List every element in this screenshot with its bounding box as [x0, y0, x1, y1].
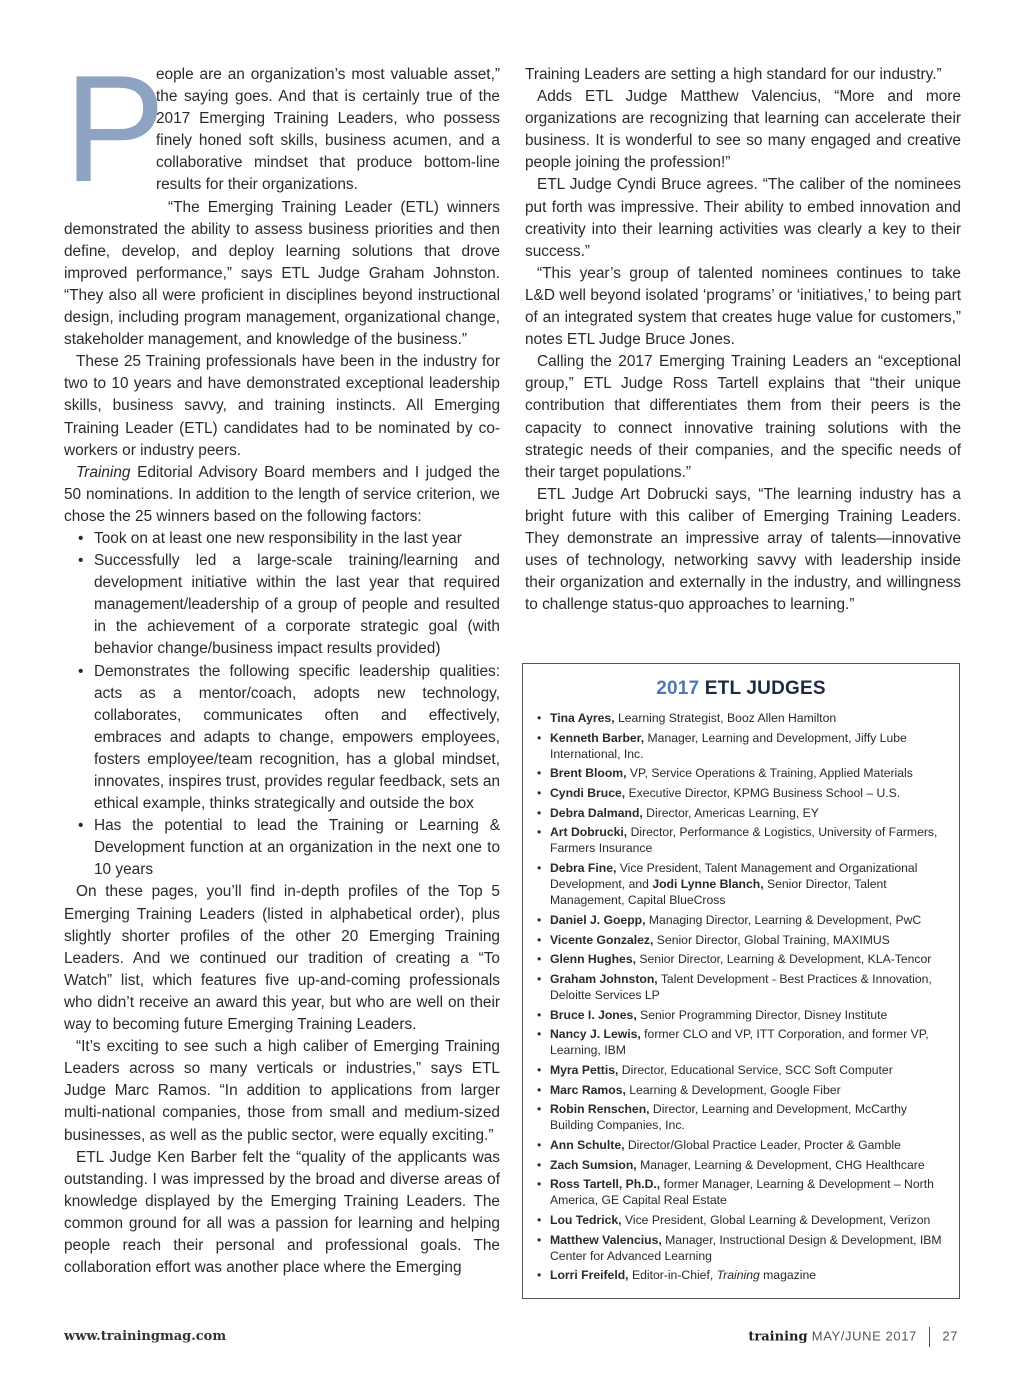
judge-role: Director, Performance & Logistics, University of Farmers, Farmers Insurance [550, 825, 938, 856]
footer-url[interactable]: www.trainingmag.com [64, 1329, 227, 1344]
judge-item [537, 1026, 949, 1058]
judge-name: Debra Dalmand, [550, 805, 643, 820]
judge-name: Marc Ramos, [550, 1082, 626, 1097]
judge-name: Brent Bloom, [550, 766, 627, 781]
judge-item [537, 1157, 949, 1173]
judge-name: Bruce I. Jones, [550, 1007, 637, 1022]
judges-sidebar [522, 663, 960, 1299]
judge-role: Director/Global Practice Leader, Procter & Gamble [624, 1138, 901, 1152]
judge-item [537, 971, 949, 1003]
criteria-item: • Took on at least one new responsibility in the last year [64, 528, 500, 550]
footer-magazine: training [748, 1329, 808, 1345]
judge-role: Senior Director, Global Training, MAXIMUS [653, 932, 890, 947]
judge-item [537, 1062, 949, 1078]
judge-name: Cyndi Bruce, [550, 786, 626, 801]
judges-title [523, 678, 959, 700]
judge-role: Vice President, Global Learning & Development, Verizon [621, 1213, 931, 1228]
paragraph-1: “The Emerging Training Leader (ETL) winners demonstrated the ability to assess business priorities and then define, develop, and deploy learning solutions that drove improved performance,” says ETL Judge Graham Johnston. “They also all were proficient in disciplines beyond instructional design, including program management, organizational change, stakeholder management, and knowledge of the business.” [64, 198, 500, 349]
judge-role: Senior Director, Talent Management, Capital BlueCross [550, 877, 887, 908]
judge-item [537, 1176, 949, 1208]
judge-item [537, 785, 949, 801]
judge-name: Myra Pettis, [550, 1062, 619, 1077]
judge-role: VP, Service Operations & Training, Applied Materials [626, 766, 913, 781]
judge-role: Executive Director, KPMG Business School – U.S. [625, 786, 901, 801]
judge-item [537, 1101, 949, 1133]
judges-title-label: ETL JUDGES [704, 678, 826, 699]
judge-role: Senior Programming Director, Disney Institute [636, 1007, 888, 1022]
judge-role: Editor-in-Chief, [628, 1268, 717, 1283]
paragraph-9: “This year’s group of talented nominees continues to take L&D well beyond isolated ‘programs’ or ‘initiatives,’ to being part of an integrated system that creates huge value for customers,” notes ETL Judge Bruce Jones. [525, 264, 961, 349]
paragraph-8: ETL Judge Cyndi Bruce agrees. “The caliber of the nominees put forth was impressive. Their ability to embed innovation and creativity into their learning activities was clearly a key to their success.” [525, 176, 961, 260]
footer-folio [748, 1327, 958, 1347]
judge-name: Robin Renschen, [550, 1102, 650, 1117]
judge-name: Kenneth Barber, [550, 730, 645, 745]
judge-item [537, 1082, 949, 1098]
criteria-item: • Demonstrates the following specific leadership qualities: acts as a mentor/coach, adopts new technology, collaborates, communicates often and effectively, embraces and adapts to change, empowers employees, fosters employee/team recognition, has a global mindset, innovates, inspires trust, provides regular feedback, sets an ethical example, thinks strategically and outside the box [64, 661, 500, 816]
right-column [525, 64, 961, 616]
judge-item [537, 710, 949, 726]
criteria-item: • Has the potential to lead the Training or Learning & Development function at an organization in the next one to 10 years [64, 815, 500, 881]
judge-role: Senior Director, Learning & Development, KLA-Tencor [636, 952, 932, 967]
judge-item [537, 951, 949, 967]
judges-title-year: 2017 [656, 678, 700, 699]
paragraph-6-continued: Training Leaders are setting a high standard for our industry.” [525, 66, 942, 83]
magazine-name: Training [76, 463, 131, 481]
judge-item [537, 824, 949, 856]
paragraph-3 [64, 462, 500, 528]
judge-name: Debra Fine, [550, 861, 617, 876]
judge-role: Manager, Instructional Design & Development, IBM Center for Advanced Learning [550, 1232, 942, 1263]
judge-role: Learning Strategist, Booz Allen Hamilton [614, 711, 837, 725]
judge-item [537, 1232, 949, 1264]
drop-cap: P [64, 44, 166, 214]
paragraph-5: “It’s exciting to see such a high caliber of Emerging Training Leaders across so many verticals or industries,” says ETL Judge Marc Ramos. “In addition to applications from larger multi-national companies, those from small and medium-sized businesses, as well as the public sector, were equally exciting.” [64, 1038, 500, 1144]
judge-role: Director, Educational Service, SCC Soft Computer [618, 1062, 893, 1077]
left-column [64, 44, 500, 1279]
judge-role: magazine [759, 1268, 816, 1283]
judge-item [537, 1212, 949, 1228]
judge-name: Zach Sumsion, [550, 1157, 637, 1172]
paragraph-10: Calling the 2017 Emerging Training Leaders an “exceptional group,” ETL Judge Ross Tartell explains that “their unique contribution that differentiates them from their peers is the capacity to connect innovative training solutions with the strategic needs of their companies, and the specific needs of their target populations.” [525, 353, 961, 481]
judge-item [537, 912, 949, 928]
intro-paragraph [64, 44, 500, 214]
judge-item [537, 1267, 949, 1283]
judge-role: Director, Americas Learning, EY [642, 805, 819, 820]
paragraph-6: ETL Judge Ken Barber felt the “quality of the applicants was outstanding. I was impressed by the broad and diverse areas of knowledge displayed by the Emerging Training Leaders. The common ground for all was a passion for learning and helping people reach their personal and professional goals. The collaboration effort was another place where the Emerging [64, 1148, 500, 1277]
paragraph-7: Adds ETL Judge Matthew Valencius, “More and more organizations are recognizing that learning can accelerate their business. It is wonderful to see so many engaged and creative people joining the profession!” [525, 88, 961, 172]
judge-role: Manager, Learning & Development, CHG Healthcare [636, 1157, 925, 1172]
judge-name: Ross Tartell, Ph.D., [550, 1177, 661, 1192]
judge-item [537, 1137, 949, 1153]
judge-item [537, 805, 949, 821]
judge-name: Lou Tedrick, [550, 1213, 622, 1228]
judge-name: Ann Schulte, [550, 1138, 625, 1152]
judge-role: Talent Development - Best Practices & Innovation, Deloitte Services LP [550, 971, 932, 1002]
page-number: 27 [942, 1328, 958, 1344]
judge-role: former Manager, Learning & Development – North America, GE Capital Real Estate [550, 1177, 934, 1208]
judge-role: former CLO and VP, ITT Corporation, and former VP, Learning, IBM [550, 1027, 929, 1058]
paragraph-2: These 25 Training professionals have been in the industry for two to 10 years and have demonstrated exceptional leadership skills, business savvy, and training instincts. All Emerging Training Leader (ETL) candidates had to be nominated by co-workers or industry peers. [64, 353, 500, 459]
footer-divider [929, 1327, 930, 1347]
judge-role: Managing Director, Learning & Development, PwC [645, 912, 922, 927]
judge-name: Graham Johnston, [550, 971, 658, 986]
criteria-list [64, 528, 500, 882]
paragraph-11: ETL Judge Art Dobrucki says, “The learning industry has a bright future with this caliber of Emerging Training Leaders. They demonstrate an impressive array of talents—innovative uses of technology, networking savvy with leadership inside their organization and externally in the industry, and willingness to challenge status-quo approaches to learning.” [525, 485, 961, 614]
judge-item [537, 1007, 949, 1023]
judge-item [537, 765, 949, 781]
judge-name: Art Dobrucki, [550, 825, 628, 840]
judge-item [537, 730, 949, 762]
judge-name: Glenn Hughes, [550, 952, 636, 967]
judge-name: Vicente Gonzalez, [550, 932, 654, 947]
judge-name: Tina Ayres, [550, 711, 615, 725]
judges-list [523, 710, 959, 1283]
judge-role: Learning & Development, Google Fiber [625, 1082, 841, 1097]
paragraph-4: On these pages, you’ll find in-depth profiles of the Top 5 Emerging Training Leaders (listed in alphabetical order), plus slightly shorter profiles of the other 20 Emerging Training Leaders. And we continued our tradition of creating a “To Watch” list, which features five up-and-coming professionals who didn’t receive an award this year, but who are well on their way to becoming future Emerging Training Leaders. [64, 883, 500, 1034]
judge-item [537, 860, 949, 908]
magazine-name: Training [716, 1268, 760, 1283]
judge-role: Manager, Learning and Development, Jiffy Lube International, Inc. [550, 730, 907, 761]
judge-name: Matthew Valencius, [550, 1232, 662, 1247]
judge-item [537, 932, 949, 948]
judge-name: Nancy J. Lewis, [550, 1027, 641, 1042]
judge-role: Vice President, Talent Management and Organizational Development, and [550, 861, 918, 892]
judge-role: Director, Learning and Development, McCarthy Building Companies, Inc. [550, 1102, 907, 1133]
criteria-item: • Successfully led a large-scale training/learning and development initiative within the last year that required management/leadership of a group of people and resulted in the achievement of a corporate strategic goal (with behavior change/business impact results provided) [64, 550, 500, 660]
judge-name: Lorri Freifeld, [550, 1268, 629, 1283]
judge-name: Jodi Lynne Blanch, [652, 877, 764, 892]
intro-text: eople are an organization’s most valuable asset,” the saying goes. And that is certainly true of the 2017 Emerging Training Leaders, who possess finely honed soft skills, business acumen, and a collaborative mindset that produce bottom-line results for their organizations. [156, 66, 500, 194]
footer-issue: MAY/JUNE 2017 [811, 1328, 917, 1344]
paragraph-3-text: Editorial Advisory Board members and I judged the 50 nominations. In addition to the length of service criterion, we chose the 25 winners based on the following factors: [64, 463, 500, 525]
judge-name: Daniel J. Goepp, [550, 912, 646, 927]
